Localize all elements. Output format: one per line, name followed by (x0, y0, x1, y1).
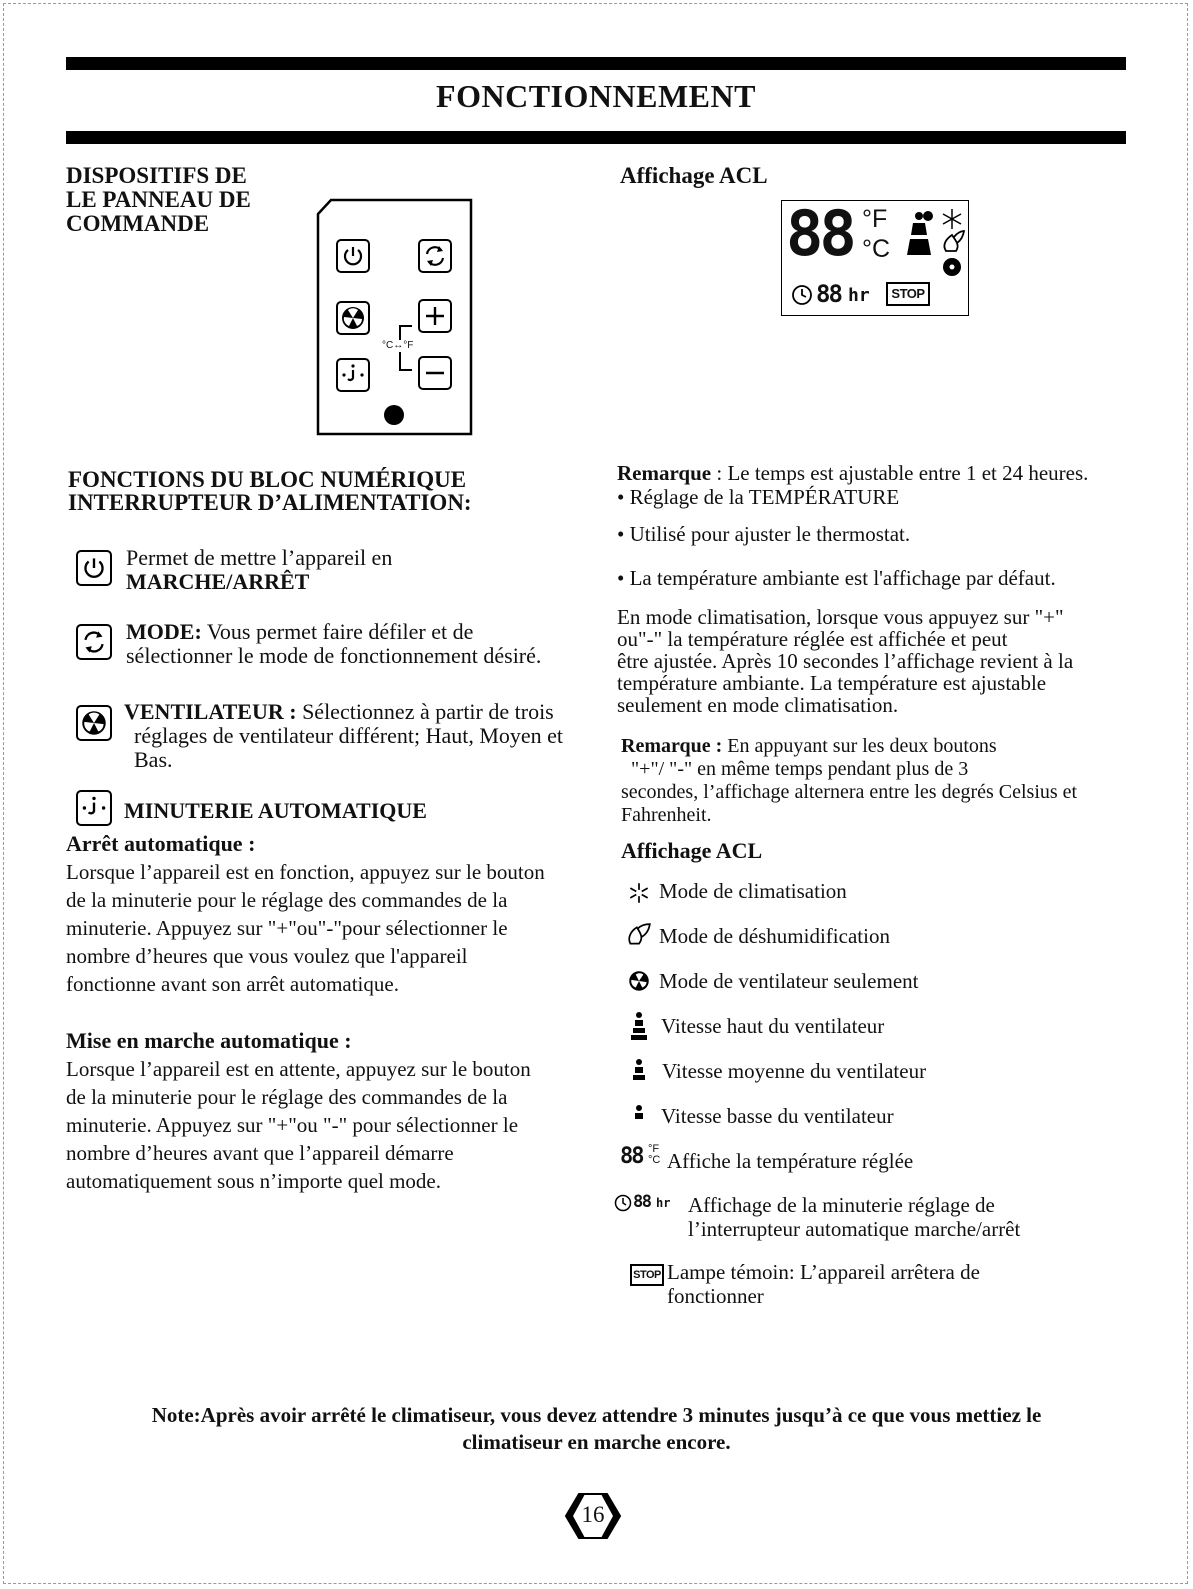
functions-heading: FONCTIONS DU BLOC NUMÉRIQUE INTERRUPTEUR D’ALIMENTATION: (68, 467, 472, 515)
legend-high: Vitesse haut du ventilateur (661, 1014, 885, 1038)
bottom-note: Note:Après avoir arrêté le climatiseur, vous devez attendre 3 minutes jusqu’à ce que vous mettiez le climatiseur en marche encore. (151, 1403, 1042, 1454)
lcd-stop-indicator: STOP (886, 282, 930, 306)
timer-clock-icon (78, 792, 110, 824)
lcd-clock-icon (790, 283, 814, 307)
lcd-heading: Affichage ACL (620, 163, 768, 188)
timer-unit-icon: hr (656, 1196, 671, 1210)
cool-mode-paragraph: En mode climatisation, lorsque vous appuyez sur "+" ou"-" la température réglée est affichée et peut être ajustée. Après 10 secondes l’affichage revient à la température ambiante. La température est ajustable seulement en mode climatisation. (617, 605, 1074, 717)
minus-button[interactable] (418, 356, 452, 390)
fan-high-icon (626, 1011, 652, 1041)
fan-button-legend-icon (76, 705, 112, 741)
stop-icon: STOP (630, 1264, 664, 1286)
snowflake-icon (626, 880, 652, 906)
timer-clock-icon (338, 360, 368, 390)
temp-unit-toggle-label: °C↔°F (382, 340, 414, 351)
lcd-legend-heading: Affichage ACL (621, 838, 763, 863)
legend-low: Vitesse basse du ventilateur (661, 1104, 894, 1128)
fan-icon (78, 707, 110, 739)
power-button-legend-icon (76, 550, 112, 586)
lcd-mode-icons (902, 207, 968, 285)
auto-off-text: Lorsque l’appareil est en fonction, appuyez sur le bouton de la minuterie pour le réglage des commandes de la minuterie. Appuyez sur "+"ou"-"pour sélectionner le nombre d’heures que vous voulez que l'appareil fonctionne avant son arrêt automatique. (66, 860, 545, 996)
panel-heading: DISPOSITIFS DE LE PANNEAU DE COMMANDE (66, 163, 251, 236)
fan-medium-icon (626, 1058, 652, 1082)
lcd-big-digits: 88 (786, 197, 853, 270)
legend-stop: Lampe témoin: L’appareil arrêtera de fonctionner (667, 1260, 980, 1308)
power-icon (338, 241, 368, 271)
droplet-icon (626, 922, 652, 948)
mode-button-legend-icon (76, 624, 112, 660)
fan-button[interactable] (336, 301, 370, 335)
temp-unit-icon: °F °C (648, 1143, 661, 1166)
legend-medium: Vitesse moyenne du ventilateur (662, 1059, 927, 1083)
fan-low-icon (626, 1104, 652, 1122)
lcd-timer-digits: 88 (816, 280, 841, 308)
legend-cool: Mode de climatisation (659, 879, 847, 903)
mode-cycle-icon (78, 626, 110, 658)
plus-icon (420, 301, 450, 331)
lcd-unit-c: °C (862, 235, 891, 263)
indicator-dot (384, 405, 404, 425)
legend-temp: Affiche la température réglée (667, 1149, 914, 1173)
auto-off-heading: Arrêt automatique : (66, 831, 256, 856)
bullet-ambient: • La température ambiante est l'affichage par défaut. (617, 566, 1056, 590)
timer-digits-icon: 88 (633, 1192, 651, 1212)
fan-description: VENTILATEUR : Sélectionnez à partir de trois réglages de ventilateur différent; Haut, Moyen et Bas. (124, 699, 564, 772)
droplet-icon (944, 231, 964, 251)
title-rule (66, 131, 1126, 144)
page-number: 16 (581, 1502, 605, 1527)
page-title: FONCTIONNEMENT (436, 78, 756, 114)
power-button[interactable] (336, 239, 370, 273)
mode-cycle-icon (420, 241, 450, 271)
remark-celsius: Remarque : En appuyant sur les deux boutons "+"/ "-" en même temps pendant plus de 3 secondes, l’affichage alternera entre les degrés Celsius et Fahrenheit. (621, 735, 1078, 826)
timer-label: MINUTERIE AUTOMATIQUE (124, 798, 427, 823)
lcd-timer-unit: hr (848, 285, 870, 306)
remark-time: Remarque : Le temps est ajustable entre 1 et 24 heures. • Réglage de la TEMPÉRATURE (617, 461, 1089, 509)
clock-icon (613, 1193, 633, 1213)
bullet-thermostat: • Utilisé pour ajuster le thermostat. (617, 522, 911, 546)
legend-fan-only: Mode de ventilateur seulement (659, 969, 919, 993)
fan-icon (338, 303, 368, 333)
timer-button-legend-icon (76, 790, 112, 826)
fan-blade-icon (626, 968, 652, 994)
minus-icon (420, 358, 450, 388)
plus-button[interactable] (418, 299, 452, 333)
snowflake-icon (943, 209, 961, 229)
timer-button[interactable] (336, 358, 370, 392)
power-icon (78, 552, 110, 584)
legend-dry: Mode de déshumidification (659, 924, 890, 948)
auto-on-text: Lorsque l’appareil est en attente, appuyez sur le bouton de la minuterie pour le réglage des commandes de la minuterie. Appuyez sur "+"ou "-" pour sélectionner le nombre d’heures avant que l’appareil démarre automatiquement sous n’importe quel mode. (66, 1057, 531, 1193)
control-panel (316, 198, 475, 436)
lcd-display (781, 197, 969, 316)
mode-description: MODE: Vous permet faire défiler et de sélectionner le mode de fonctionnement désiré. (126, 619, 542, 668)
auto-on-heading: Mise en marche automatique : (66, 1028, 352, 1053)
temp-digits-icon: 88 (620, 1144, 643, 1169)
top-rule (66, 57, 1126, 70)
fan-only-icon (923, 211, 933, 221)
fan-blade-icon (943, 258, 961, 276)
legend-timer: Affichage de la minuterie réglage de l’interrupteur automatique marche/arrêt (688, 1193, 1021, 1241)
power-description: Permet de mettre l’appareil en MARCHE/ARRÊT (126, 545, 393, 594)
mode-button[interactable] (418, 239, 452, 273)
lcd-unit-f: °F (862, 205, 888, 233)
